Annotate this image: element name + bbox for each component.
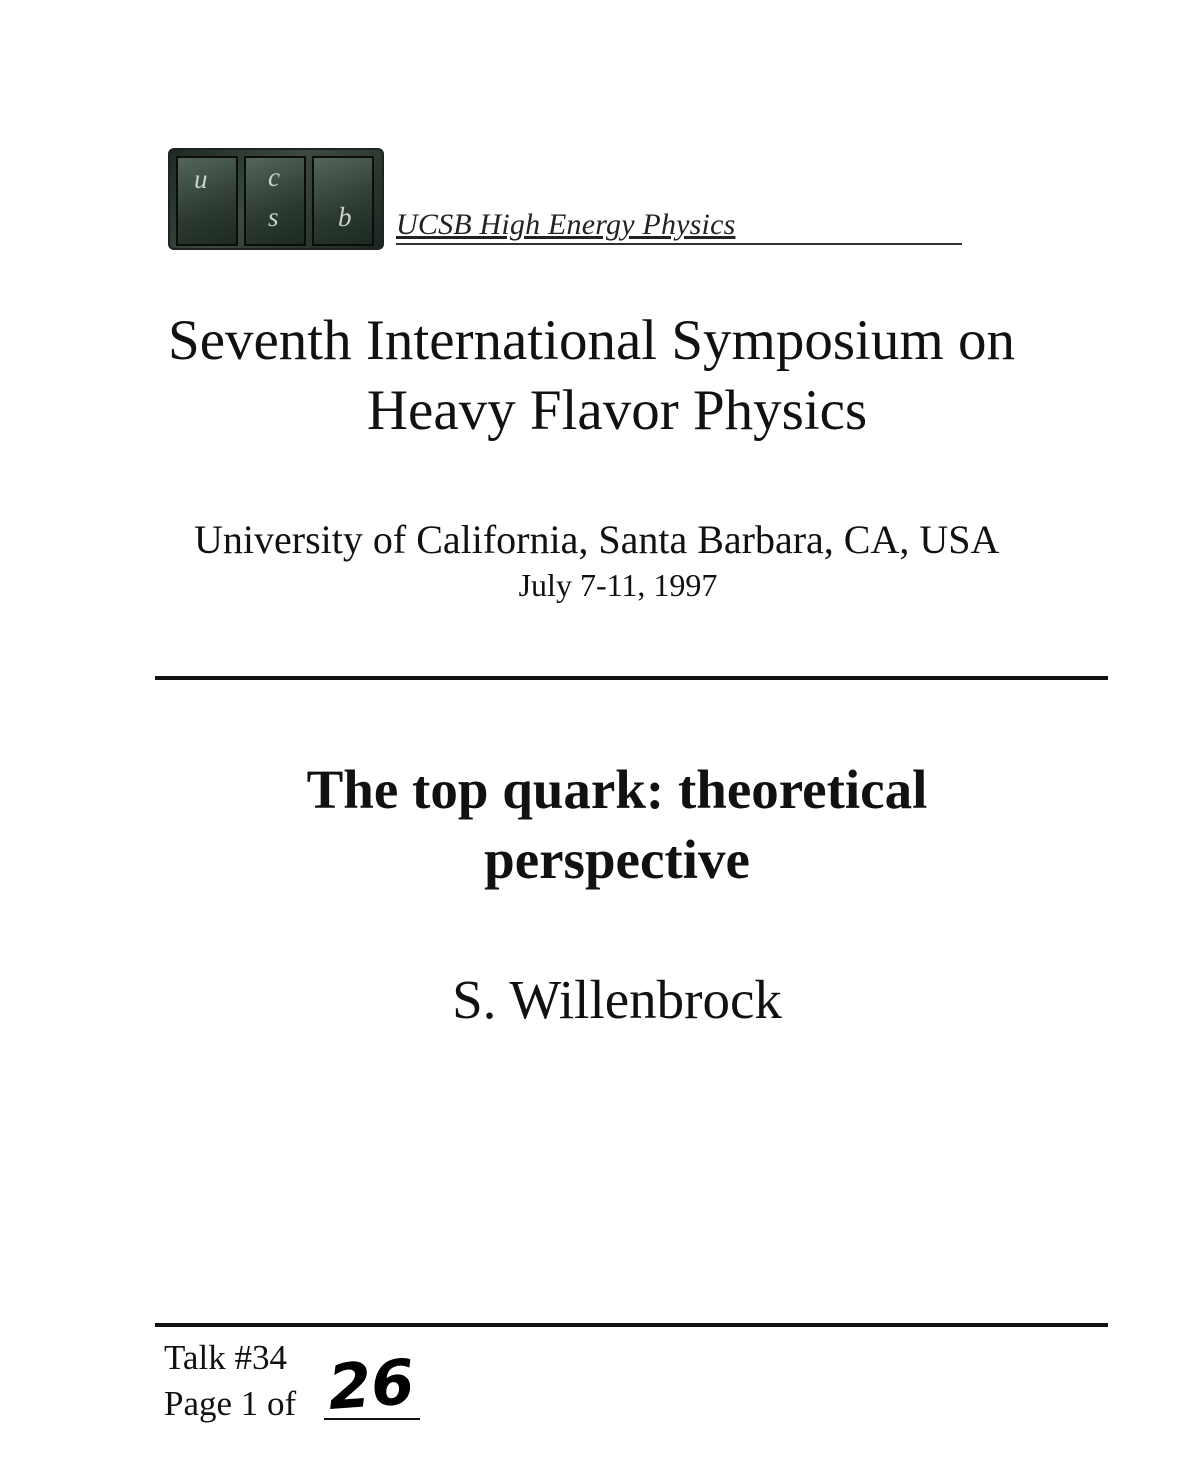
total-pages-handwritten: 26 — [325, 1345, 417, 1424]
quark-box-b — [312, 156, 374, 246]
author: S. Willenbrock — [452, 969, 782, 1030]
talk-title-text: The top quark: theoretical perspective — [306, 759, 928, 890]
quark-letter-u: u — [194, 164, 208, 194]
symposium-title-line2: Heavy Flavor Physics — [366, 379, 868, 442]
venue: University of California, Santa Barbara, CA, USA — [194, 517, 1000, 562]
quark-letter-b: b — [338, 202, 352, 232]
talk-title — [0, 755, 1200, 895]
quark-box-u — [176, 156, 238, 246]
symposium-title-line1: Seventh International Symposium on — [168, 309, 1015, 372]
page-label: Page 1 of — [164, 1384, 297, 1423]
logo-caption: UCSB High Energy Physics — [396, 208, 736, 241]
ucsb-hep-logo — [168, 148, 384, 250]
quark-box-cs — [244, 156, 306, 246]
divider-bottom — [155, 1323, 1108, 1327]
quark-letter-s: s — [268, 202, 279, 232]
divider-top — [155, 676, 1108, 680]
dates: July 7-11, 1997 — [518, 567, 718, 603]
logo-underline — [396, 243, 962, 245]
quark-letter-c: c — [268, 162, 280, 192]
talk-number: Talk #34 — [164, 1338, 287, 1377]
